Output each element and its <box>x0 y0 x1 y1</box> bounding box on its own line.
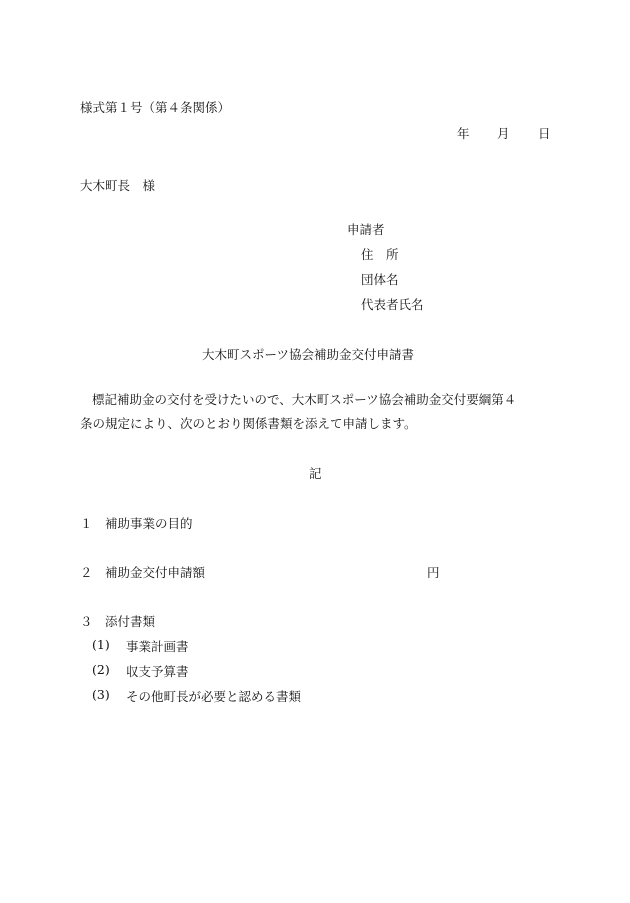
item-2-number: ２ <box>80 565 93 580</box>
item-1-label: 補助事業の目的 <box>105 516 193 531</box>
applicant-label: 申請者 <box>347 222 385 237</box>
attachment-1-label: 事業計画書 <box>126 639 189 654</box>
item-2-label: 補助金交付申請額 <box>105 565 206 580</box>
attachment-2-number: (2) <box>92 662 110 677</box>
document-title: 大木町スポーツ協会補助金交付申請書 <box>202 347 415 362</box>
applicant-address: 住 所 <box>361 247 399 262</box>
attachment-3-number: (3) <box>92 687 110 702</box>
applicant-representative: 代表者氏名 <box>361 297 424 312</box>
date-year: 年 <box>457 126 470 141</box>
date-month: 月 <box>497 126 510 141</box>
form-number: 様式第１号（第４条関係） <box>80 100 231 115</box>
date-day: 日 <box>538 126 551 141</box>
applicant-group: 団体名 <box>361 272 399 287</box>
ki-heading: 記 <box>309 466 322 481</box>
item-3-number: ３ <box>80 614 93 629</box>
item-2-unit: 円 <box>427 565 440 580</box>
attachment-3-label: その他町長が必要と認める書類 <box>126 689 302 704</box>
attachment-2-label: 収支予算書 <box>126 664 189 679</box>
body-text-line1: 標記補助金の交付を受けたいので、大木町スポーツ協会補助金交付要綱第４ <box>92 392 517 407</box>
attachment-1-number: (1) <box>92 637 110 652</box>
body-text-line2: 条の規定により、次のとおり関係書類を添えて申請します。 <box>80 416 417 431</box>
addressee: 大木町長 様 <box>80 178 156 193</box>
item-3-label: 添付書類 <box>105 614 156 629</box>
item-1-number: １ <box>80 516 93 531</box>
